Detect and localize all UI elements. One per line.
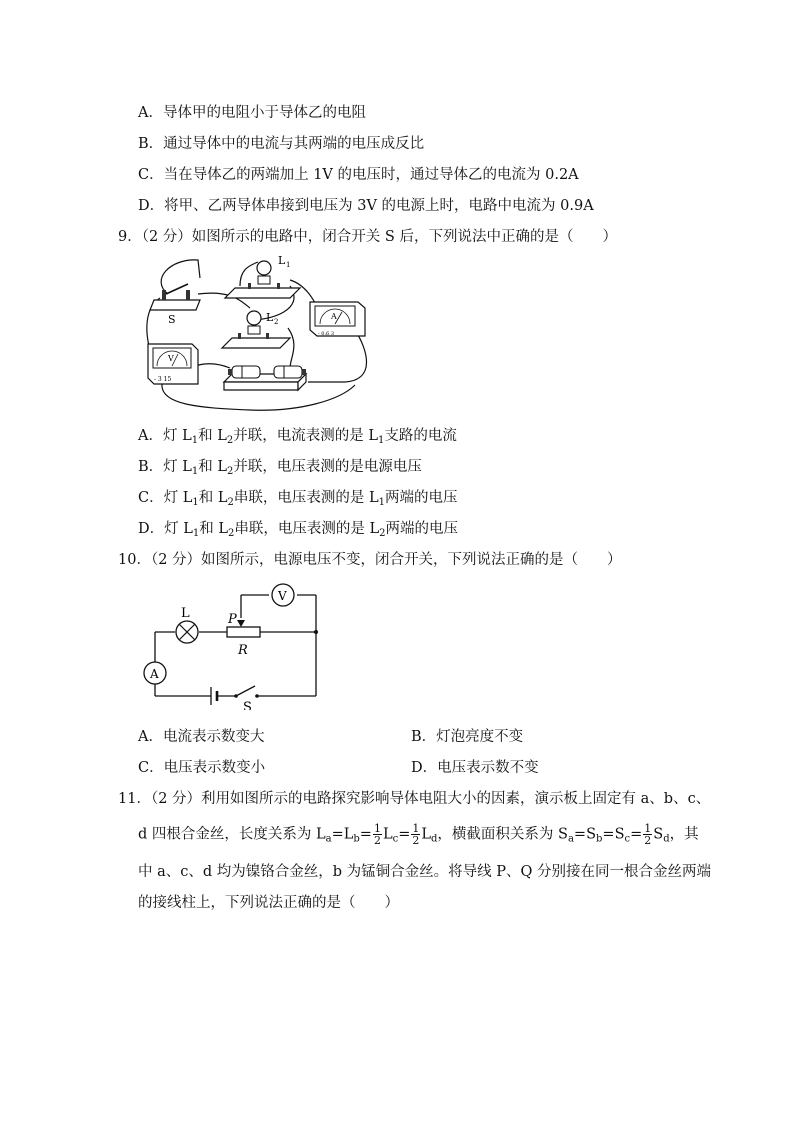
q10-ammeter xyxy=(144,662,166,684)
fraction-half: $\frac{1}{2}$ xyxy=(373,822,381,847)
fraction-half: $\frac{1}{2}$ xyxy=(644,822,652,847)
q9-option-d: D．灯 $L_1$和 $L_2$串联，电压表测的是 $L_2$两端的电压 xyxy=(138,521,458,539)
q9-l2-sub: 2 xyxy=(274,318,279,326)
q9-l1-sub: 1 xyxy=(286,261,291,269)
q8-option-d: D．将甲、乙两导体串接到电压为 3V 的电源上时，电路中电流为 0.9A xyxy=(138,198,594,214)
q10-option-c: C．电压表示数变小 xyxy=(138,760,266,776)
fraction-half: $\frac{1}{2}$ xyxy=(412,822,420,847)
q10-option-a: A．电流表示数变大 xyxy=(138,729,265,745)
q8-option-c: C．当在导体乙的两端加上 1V 的电压时，通过导体乙的电流为 0.2A xyxy=(138,167,579,183)
q11-line-1: 11．（2 分）利用如图所示的电路探究影响导体电阻大小的因素，演示板上固定有 a、b、c、 xyxy=(118,791,711,807)
q10-stem: 10．（2 分）如图所示，电源电压不变，闭合开关，下列说法正确的是（ ） xyxy=(118,552,622,568)
q9-voltmeter-label: V xyxy=(168,354,174,363)
q9-option-c: C．灯 $L_1$和 $L_2$串联，电压表测的是 $L_1$两端的电压 xyxy=(138,490,458,508)
q9-ammeter-terminals: - 0.6 3 xyxy=(318,331,335,337)
q10-lamp xyxy=(176,606,198,643)
q10-resistor xyxy=(227,612,260,658)
q9-lamp-l2 xyxy=(222,311,290,348)
q9-circuit-figure xyxy=(140,250,380,415)
q9-voltmeter-terminals: - 3 15 xyxy=(154,376,172,383)
q8-option-b: B．通过导体中的电流与其两端的电压成反比 xyxy=(138,136,425,152)
q10-switch-label: S xyxy=(243,700,252,710)
q10-ammeter-label: A xyxy=(150,667,159,681)
q10-resistor-label: R xyxy=(238,643,248,658)
q10-voltmeter-label: V xyxy=(278,589,287,603)
q9-voltmeter xyxy=(148,344,198,384)
q9-stem: 9．（2 分）如图所示的电路中，闭合开关 S 后，下列说法中正确的是（ ） xyxy=(118,229,617,245)
q9-lamp-l1 xyxy=(225,254,300,298)
q10-option-d: D．电压表示数不变 xyxy=(411,760,539,776)
q9-ammeter xyxy=(310,302,365,337)
q9-l2-letter: L xyxy=(266,311,274,324)
q10-slider-arrow xyxy=(237,620,245,627)
q8-option-a: A．导体甲的电阻小于导体乙的电阻 xyxy=(138,105,366,121)
q10-option-b: B．灯泡亮度不变 xyxy=(411,729,524,745)
q10-battery xyxy=(211,687,217,705)
q10-switch xyxy=(234,686,259,710)
q9-l1-letter: L xyxy=(278,254,286,267)
q10-lamp-label: L xyxy=(181,606,190,621)
q10-circuit-figure xyxy=(135,580,335,710)
q9-switch-label: S xyxy=(168,313,176,326)
q9-battery-pack xyxy=(224,366,306,390)
q10-voltmeter xyxy=(272,584,294,606)
q9-switch xyxy=(150,284,200,326)
q11-line-2: d 四根合金丝，长度关系为 $L_a=L_b=$ $\frac{1}{2}$ $L_c=$ $\frac{1}{2}$ $L_d$，横截面积关系为 $S_a=S_b=S_c=$ $\frac{1}{2}$ $S_d$，其 xyxy=(138,822,699,847)
q9-option-a: A．灯 $L_1$和 $L_2$并联，电流表测的是 $L_1$支路的电流 xyxy=(138,428,457,446)
q11-line-3: 中 a、c、d 均为镍铬合金丝，b 为锰铜合金丝。将导线 P、Q 分别接在同一根合金丝两端 xyxy=(138,864,712,880)
q9-option-b: B．灯 $L_1$和 $L_2$并联，电压表测的是电源电压 xyxy=(138,459,422,477)
q10-slider-label: P xyxy=(228,612,237,627)
q11-line-4: 的接线柱上，下列说法正确的是（ ） xyxy=(138,895,399,911)
q9-ammeter-label: A xyxy=(331,312,337,321)
